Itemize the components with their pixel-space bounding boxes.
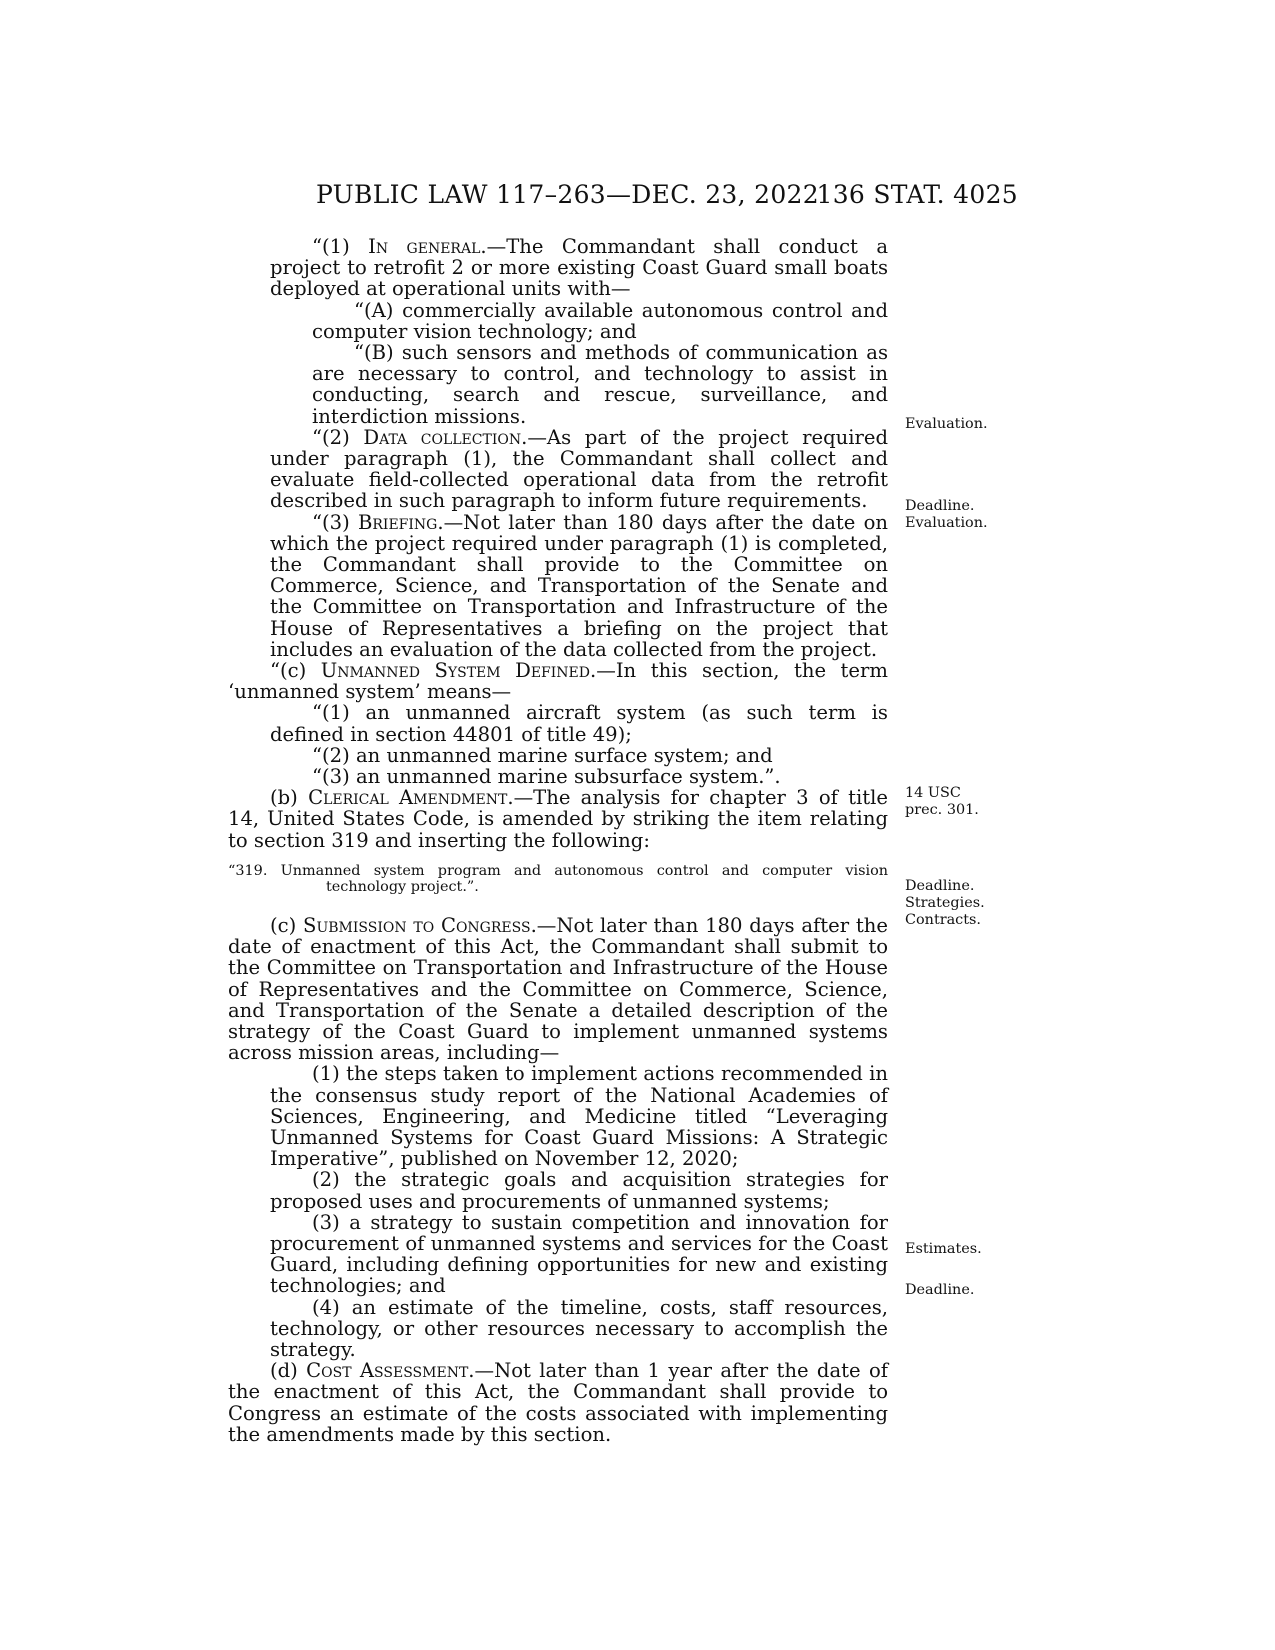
para-lead: “(c) <box>270 659 321 683</box>
subsection-c-definition <box>228 660 888 702</box>
margin-note-deadline-strategies-contracts <box>905 878 985 929</box>
margin-note-deadline <box>905 1282 974 1299</box>
margin-note-usc-reference <box>905 785 979 819</box>
para-lead: “(2) <box>312 425 364 449</box>
strategy-item-3 <box>228 1212 888 1297</box>
subparagraph-a-text: “(A) commercially available autonomous control and computer vision technology; and <box>312 298 888 343</box>
margin-note-text: Evaluation. <box>905 416 988 432</box>
page-header <box>228 180 1018 216</box>
paragraph-2-data-collection <box>228 427 888 512</box>
subsection-d-cost <box>228 1360 888 1445</box>
para-lead: “(1) <box>312 235 369 258</box>
para-text: .—Not later than 180 days after the date on which the project required under paragraph (1) is completed, the Commandant shall provide to the Committee on Commerce, Science, and Transportation of the Senate and the Committee on Transportation and Infrastructure of the House of Representatives a briefing on the project that includes an evaluation of the data collected from the project. <box>270 510 888 661</box>
margin-note-text: Deadline. <box>905 1282 975 1298</box>
para-lead: (c) <box>270 913 304 937</box>
margin-note-text: Evaluation. <box>905 515 988 531</box>
definition-item-2 <box>228 745 888 766</box>
para-text: .—In this section, the term ‘unmanned system’ means— <box>228 659 888 704</box>
paragraph-3-briefing <box>228 512 888 660</box>
definition-item-3-text: “(3) an unmanned marine subsurface system.”. <box>312 765 781 789</box>
para-heading: Unmanned System Defined <box>320 659 590 683</box>
para-text: .—Not later than 1 year after the date of the enactment of this Act, the Commandant shall provide to Congress an estimate of the costs associated with implementing the amendments made by this section. <box>228 1359 888 1446</box>
strategy-item-1-text: (1) the steps taken to implement actions recommended in the consensus study report of the National Academies of Sciences, Engineering, and Medicine titled “Leveraging Unmanned Systems for Coast Guard Missions: A Strategic Imperative”, published on November 12, 2020; <box>270 1062 888 1171</box>
paragraph-1-in-general <box>228 236 888 300</box>
margin-note-estimates <box>905 1241 982 1258</box>
strategy-item-4 <box>228 1297 888 1361</box>
para-heading: Submission to Congress <box>303 913 531 937</box>
page-number: 136 STAT. 4025 <box>816 180 1018 209</box>
para-text: .—The Commandant shall conduct a project to retrofit 2 or more existing Coast Guard small boats deployed at operational units with— <box>270 235 889 301</box>
strategy-item-4-text: (4) an estimate of the timeline, costs, staff resources, technology, or other resources necessary to accomplish the strategy. <box>270 1295 888 1361</box>
subsection-c-submission <box>228 915 888 1063</box>
margin-note-evaluation <box>905 416 988 433</box>
strategy-item-1 <box>228 1063 888 1169</box>
para-heading: Clerical Amendment <box>308 786 508 810</box>
para-lead: (d) <box>270 1359 307 1383</box>
strategy-item-2 <box>228 1169 888 1211</box>
definition-item-1 <box>228 702 888 744</box>
definition-item-1-text: “(1) an unmanned aircraft system (as such term is defined in section 44801 of title 49); <box>270 701 888 746</box>
definition-item-3 <box>228 766 888 787</box>
statute-text <box>228 236 888 1445</box>
para-heading: Data collection <box>363 425 522 449</box>
margin-note-text: prec. 301. <box>905 802 979 818</box>
margin-note-deadline-evaluation <box>905 498 988 532</box>
definition-item-2-text: “(2) an unmanned marine surface system; and <box>312 743 773 767</box>
para-lead: (b) <box>270 786 309 810</box>
margin-note-text: 14 USC <box>905 785 961 801</box>
margin-note-text: Contracts. <box>905 912 981 928</box>
margin-note-text: Estimates. <box>905 1241 982 1257</box>
margin-note-text: Strategies. <box>905 895 985 911</box>
subparagraph-a <box>228 300 888 342</box>
margin-note-text: Deadline. <box>905 878 975 894</box>
subsection-b-clerical <box>228 787 888 851</box>
strategy-item-3-text: (3) a strategy to sustain competition and innovation for procurement of unmanned systems and services for the Coast Guard, including defining opportunities for new and existing technologies; and <box>270 1210 888 1298</box>
para-heading: In general <box>368 235 481 258</box>
public-law-title: PUBLIC LAW 117–263—DEC. 23, 2022 <box>316 180 819 209</box>
table-of-sections-item: “319. Unmanned system program and autonomous control and computer vision technology project.”. <box>228 862 888 895</box>
para-heading: Briefing <box>357 510 438 534</box>
para-text: .—Not later than 180 days after the date of enactment of this Act, the Commandant shall submit to the Committee on Transportation and Infrastructure of the House of Representatives and the Committee on Commerce, Science, and Transportation of the Senate a detailed description of the strategy of the Coast Guard to implement unmanned systems across mission areas, including— <box>228 913 888 1065</box>
subparagraph-b-text: “(B) such sensors and methods of communication as are necessary to control, and technology to assist in conducting, search and rescue, surveillance, and interdiction missions. <box>312 341 888 428</box>
margin-note-text: Deadline. <box>905 498 975 514</box>
para-text: .—As part of the project required under paragraph (1), the Commandant shall collect and evaluate field-collected operational data from the retrofit described in such paragraph to inform future requirements. <box>270 425 889 513</box>
strategy-item-2-text: (2) the strategic goals and acquisition strategies for proposed uses and procurements of unmanned systems; <box>270 1168 888 1213</box>
para-text: .—The analysis for chapter 3 of title 14, United States Code, is amended by striking the item relating to section 319 and inserting the following: <box>228 786 889 852</box>
subparagraph-b <box>228 342 888 427</box>
para-lead: “(3) <box>312 510 358 534</box>
para-heading: Cost Assessment <box>306 1359 469 1383</box>
